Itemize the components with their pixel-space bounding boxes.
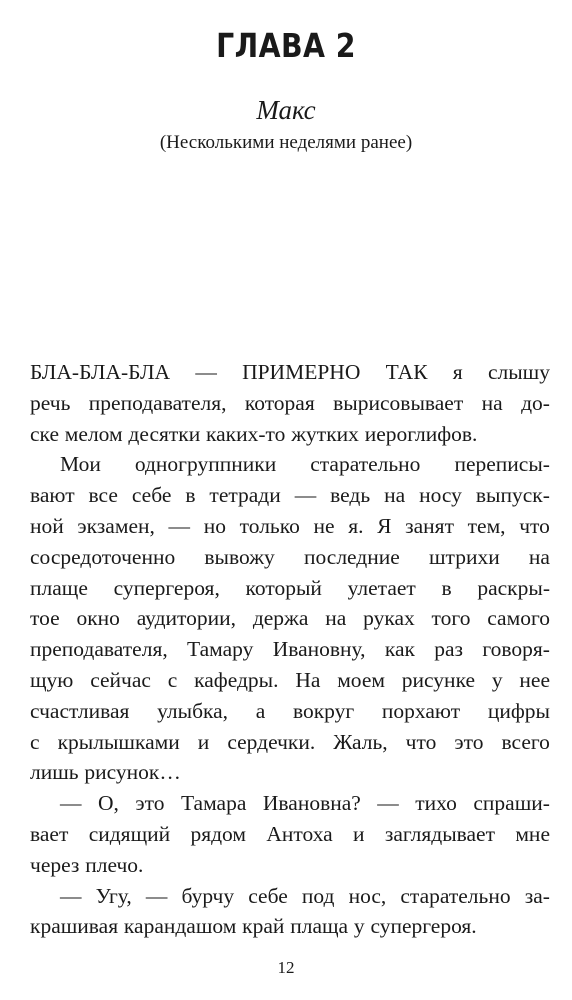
- word: что: [405, 729, 437, 754]
- text-line: [30, 727, 550, 758]
- word: говоря-: [482, 637, 550, 662]
- word: щую: [30, 667, 74, 692]
- text-line: [30, 573, 550, 604]
- word: держа: [252, 606, 309, 631]
- word: преподавателя,: [88, 390, 227, 415]
- word: улетает: [347, 575, 416, 600]
- word: себе: [248, 883, 288, 908]
- word: Тамару: [187, 637, 254, 662]
- word: все: [88, 483, 118, 508]
- word: аудитории,: [136, 606, 237, 631]
- word: Угу,: [95, 883, 132, 908]
- text-line: [30, 850, 550, 881]
- word: сейчас: [90, 667, 151, 692]
- word: О,: [97, 791, 119, 816]
- word: это: [454, 729, 484, 754]
- text-line: [30, 881, 550, 912]
- word: бурчу: [181, 883, 235, 908]
- word: заглядывает: [384, 821, 495, 846]
- word: тихо: [415, 791, 457, 816]
- word: нее: [519, 667, 550, 692]
- word: старательно: [310, 452, 421, 477]
- word: я.: [348, 513, 364, 538]
- word: и: [197, 729, 210, 754]
- word: сердечки.: [227, 729, 316, 754]
- word: тое: [30, 606, 60, 631]
- word: у: [491, 667, 503, 692]
- word: БЛА-БЛА-БЛА: [30, 360, 171, 384]
- word: ведь: [330, 483, 371, 508]
- word: раскры-: [477, 575, 550, 600]
- word: иероглифов.: [364, 421, 478, 446]
- word: я: [452, 360, 463, 384]
- word: —: [377, 791, 399, 816]
- word: только: [239, 513, 300, 538]
- word: счастливая: [30, 698, 130, 723]
- word: занят: [405, 513, 454, 538]
- word: супергероя.: [370, 914, 477, 939]
- word: того: [431, 606, 471, 631]
- word: —: [145, 883, 168, 908]
- text-line: [30, 911, 550, 942]
- word: мелом: [64, 421, 123, 446]
- word: старательно: [400, 883, 511, 908]
- text-line: [30, 511, 550, 542]
- word: жутких: [291, 421, 359, 446]
- word: кафедры.: [194, 667, 279, 692]
- word: до-: [521, 390, 550, 415]
- word: на: [384, 483, 406, 508]
- word: в: [441, 575, 452, 600]
- word: сидящий: [88, 821, 171, 846]
- word: себе: [131, 483, 172, 508]
- word: тем,: [467, 513, 506, 538]
- word: в: [185, 483, 196, 508]
- word: у: [353, 914, 365, 939]
- text-line: [30, 449, 550, 480]
- word: речь: [30, 390, 71, 415]
- word: крылышками: [57, 729, 180, 754]
- word: как: [384, 637, 415, 662]
- word: плечо.: [85, 852, 144, 877]
- word: под: [301, 883, 335, 908]
- text-line: [30, 696, 550, 727]
- text-line: [30, 634, 550, 665]
- word: вывожу: [204, 544, 275, 569]
- text-line: [30, 665, 550, 696]
- word: вокруг: [292, 698, 355, 723]
- word: и: [353, 821, 365, 846]
- word: крашивая: [30, 914, 119, 939]
- word: носу: [419, 483, 462, 508]
- word: рисунке: [401, 667, 476, 692]
- chapter-heading: ГЛАВА 2: [216, 26, 356, 65]
- text-line: [30, 819, 550, 850]
- word: ПРИМЕРНО: [242, 360, 361, 384]
- word: плаща: [290, 914, 349, 939]
- word: что: [519, 513, 550, 538]
- word: ске: [30, 421, 59, 446]
- word: штрихи: [428, 544, 500, 569]
- word: Я: [377, 513, 392, 538]
- word: выпуск-: [475, 483, 550, 508]
- word: с: [30, 729, 40, 754]
- word: плаще: [30, 575, 88, 600]
- word: ТАК: [385, 360, 428, 384]
- word: улыбка,: [157, 698, 229, 723]
- word: вают: [30, 483, 75, 508]
- word: преподавателя,: [30, 637, 168, 662]
- word: край: [242, 914, 285, 939]
- word: а: [255, 698, 266, 723]
- word: карандашом: [123, 914, 237, 939]
- word: Ивановна?: [262, 791, 361, 816]
- word: это: [135, 791, 165, 816]
- word: окно: [76, 606, 120, 631]
- word: переписы-: [454, 452, 550, 477]
- chapter-note: (Несколькими неделями ранее): [159, 132, 413, 153]
- word: нос,: [348, 883, 387, 908]
- word: через: [30, 852, 80, 877]
- text-line: [30, 542, 550, 573]
- word: тетради: [209, 483, 281, 508]
- word: рядом: [190, 821, 246, 846]
- word: Ивановну,: [272, 637, 366, 662]
- word: —: [195, 360, 217, 384]
- body-text: [30, 357, 550, 942]
- word: с: [167, 667, 178, 692]
- word: Жаль,: [333, 729, 388, 754]
- word: которая: [244, 390, 315, 415]
- word: порхают: [381, 698, 461, 723]
- word: который: [245, 575, 322, 600]
- text-line: [30, 757, 550, 788]
- word: цифры: [487, 698, 550, 723]
- word: самого: [487, 606, 550, 631]
- text-line: [30, 788, 550, 819]
- page-number: 12: [277, 958, 295, 977]
- word: экзамен,: [77, 513, 155, 538]
- word: —: [60, 791, 82, 816]
- word: всего: [501, 729, 550, 754]
- text-line: [30, 603, 550, 634]
- word: —: [168, 513, 191, 538]
- word: за-: [524, 883, 550, 908]
- word: раз: [434, 637, 464, 662]
- word: слышу: [487, 360, 550, 384]
- word: не: [313, 513, 335, 538]
- word: каких-то: [206, 421, 286, 446]
- word: одногруппники: [134, 452, 277, 477]
- word: лишь: [30, 760, 79, 785]
- word: десятки: [128, 421, 201, 446]
- word: руках: [363, 606, 415, 631]
- word: вает: [30, 821, 69, 846]
- word: но: [203, 513, 226, 538]
- text-line: [30, 357, 550, 388]
- text-line: [30, 388, 550, 419]
- chapter-subtitle: Макс: [256, 95, 316, 125]
- word: на: [528, 544, 550, 569]
- word: на: [325, 606, 347, 631]
- text-line: [30, 419, 550, 450]
- word: рисунок…: [84, 760, 181, 785]
- word: Тамара: [180, 791, 247, 816]
- word: последние: [303, 544, 400, 569]
- word: на: [481, 390, 503, 415]
- word: Антоха: [266, 821, 333, 846]
- word: —: [60, 883, 82, 908]
- word: супергероя,: [113, 575, 220, 600]
- word: вырисовывает: [333, 390, 464, 415]
- word: ной: [30, 513, 64, 538]
- word: спраши-: [473, 791, 550, 816]
- word: сосредоточенно: [30, 544, 176, 569]
- word: мне: [515, 821, 550, 846]
- word: На: [295, 667, 321, 692]
- text-line: [30, 480, 550, 511]
- word: —: [294, 483, 317, 508]
- word: Мои: [60, 452, 101, 477]
- word: моем: [337, 667, 385, 692]
